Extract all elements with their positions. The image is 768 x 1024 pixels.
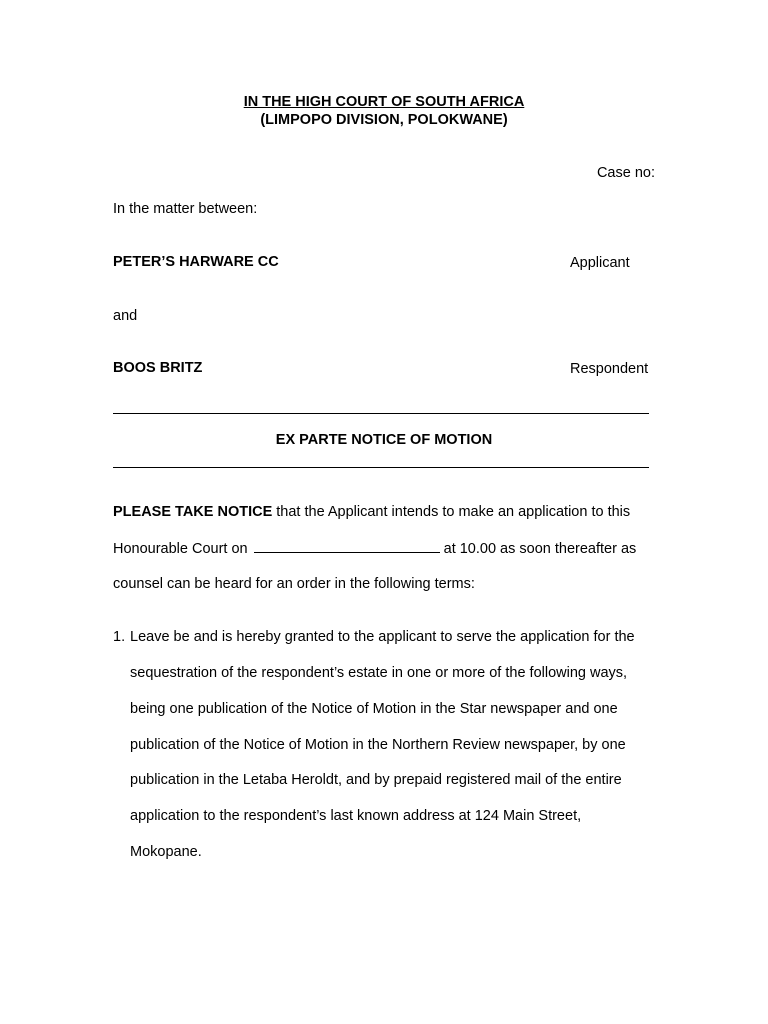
notice-line-3: counsel can be heard for an order in the following terms: bbox=[113, 576, 475, 592]
case-number-label: Case no: bbox=[596, 165, 655, 181]
term-line: application to the respondent’s last known address at 124 Main Street, bbox=[130, 808, 582, 824]
term-line: Mokopane. bbox=[130, 844, 202, 860]
term-line: publication of the Notice of Motion in the Northern Review newspaper, by one bbox=[130, 737, 626, 753]
respondent-name: BOOS BRITZ bbox=[113, 360, 203, 376]
divider-bottom bbox=[113, 467, 649, 468]
respondent-role: Respondent bbox=[570, 361, 649, 377]
applicant-role: Applicant bbox=[570, 255, 630, 271]
notice-line-1-text: that the Applicant intends to make an application to this bbox=[272, 504, 631, 520]
term-line: publication in the Letaba Heroldt, and by prepaid registered mail of the entire bbox=[130, 772, 622, 788]
division-heading: (LIMPOPO DIVISION, POLOKWANE) bbox=[260, 112, 508, 128]
matter-between-text: In the matter between: bbox=[113, 201, 258, 217]
divider-top bbox=[113, 413, 649, 414]
term-number: 1. bbox=[113, 629, 126, 645]
term-line: sequestration of the respondent’s estate in one or more of the following ways, bbox=[130, 665, 628, 681]
notice-line-2-start: Honourable Court on bbox=[113, 541, 248, 557]
applicant-name: PETER’S HARWARE CC bbox=[113, 254, 279, 270]
notice-line-2 bbox=[113, 540, 636, 557]
term-line: Leave be and is hereby granted to the applicant to serve the application for the bbox=[130, 629, 635, 645]
notice-line-1 bbox=[113, 504, 630, 520]
notice-line-2-end: at 10.00 as soon thereafter as bbox=[443, 541, 637, 557]
court-heading: IN THE HIGH COURT OF SOUTH AFRICA bbox=[243, 94, 525, 110]
and-text: and bbox=[113, 308, 138, 324]
notice-lead: PLEASE TAKE NOTICE bbox=[113, 504, 273, 520]
term-line: being one publication of the Notice of Motion in the Star newspaper and one bbox=[130, 701, 618, 717]
document-title: EX PARTE NOTICE OF MOTION bbox=[275, 432, 493, 448]
date-blank-field bbox=[254, 540, 440, 553]
